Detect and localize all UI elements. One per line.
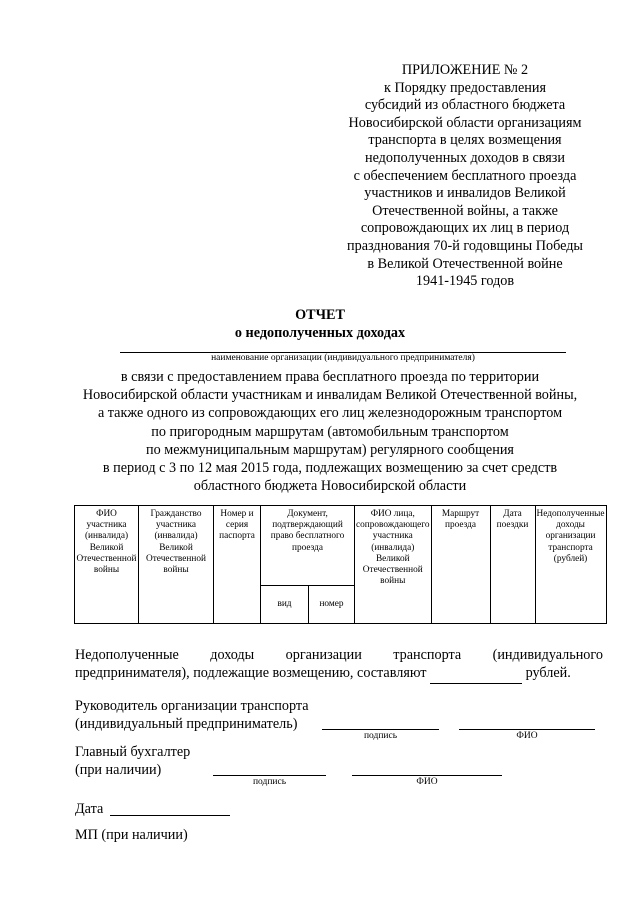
date-field[interactable] — [110, 815, 230, 816]
summary-word: (индивидуального — [492, 647, 603, 663]
summary-word: доходы — [210, 647, 255, 663]
appendix-line: транспорта в целях возмещения — [368, 132, 562, 149]
appendix-line: Новосибирской области организациям — [348, 114, 582, 131]
description-line: в связи с предоставлением права бесплатного проезда по территории — [120, 369, 540, 385]
report-description — [60, 368, 600, 495]
accountant-label-line1: Главный бухгалтер — [75, 744, 191, 760]
description-line: в период с 3 по 12 мая 2015 года, подлежащих возмещению за счет средств — [102, 460, 558, 477]
header-participant-name: ФИО участника (инвалида) Великой Отечественной войны — [75, 506, 139, 624]
header-document-type: вид — [261, 586, 309, 624]
report-subtitle: о недополученных доходах — [234, 325, 406, 341]
seal-label: МП (при наличии) — [75, 827, 188, 843]
head-name-caption: ФИО — [516, 731, 538, 741]
summary-text — [75, 646, 603, 684]
organization-name-caption: наименование организации (индивидуального предпринимателя) — [211, 353, 475, 363]
report-title: ОТЧЕТ — [295, 307, 345, 323]
appendix-line: с обеспечением бесплатного проезда — [353, 167, 577, 184]
header-lost-income: Недополученные доходы организации транспорта (рублей) — [535, 506, 606, 624]
appendix-line: участников и инвалидов Великой — [364, 185, 566, 202]
accountant-name-field[interactable] — [352, 775, 502, 776]
appendix-line: субсидий из областного бюджета — [364, 97, 566, 114]
accountant-signature-field[interactable] — [213, 775, 326, 776]
summary-currency: рублей. — [525, 665, 571, 682]
summary-line2-start: предпринимателя), подлежащие возмещению, составляют — [75, 665, 427, 682]
appendix-line: 1941-1945 годов — [415, 273, 515, 290]
header-document: Документ, подтверждающий право бесплатного проезда — [261, 506, 355, 586]
header-citizenship: Гражданство участника (инвалида) Великой Отечественной войны — [139, 506, 214, 624]
appendix-line: к Порядку предоставления — [384, 79, 546, 96]
appendix-line: празднования 70-й годовщины Победы — [347, 237, 583, 254]
description-line: по пригородным маршрутам (автомобильным транспортом — [151, 423, 509, 440]
report-table — [74, 505, 607, 624]
head-label-line2: (индивидуальный предприниматель) — [75, 716, 298, 732]
appendix-line: ПРИЛОЖЕНИЕ № 2 — [401, 62, 529, 78]
description-line: Новосибирской области участникам и инвалидам Великой Отечественной войны, — [82, 387, 578, 404]
head-signature-field[interactable] — [322, 729, 439, 730]
summary-word: организации — [285, 647, 362, 663]
description-line: а также одного из сопровождающих его лиц железнодорожным транспортом — [97, 405, 563, 422]
appendix-header — [346, 62, 584, 291]
header-document-number: номер — [309, 586, 355, 624]
summary-word: транспорта — [393, 647, 462, 663]
description-line: по межмуниципальным маршрутам) регулярного сообщения — [146, 441, 514, 458]
header-trip-date: Дата поездки — [490, 506, 535, 624]
head-name-field[interactable] — [459, 729, 595, 730]
accountant-signature-caption: подпись — [252, 777, 287, 787]
date-label: Дата — [75, 801, 104, 817]
accountant-label-line2: (при наличии) — [75, 762, 162, 778]
header-route: Маршрут проезда — [431, 506, 490, 624]
appendix-line: в Великой Отечественной войне — [367, 255, 563, 272]
amount-field[interactable] — [430, 664, 522, 683]
appendix-line: недополученных доходов в связи — [364, 149, 565, 166]
description-line: областного бюджета Новосибирской области — [193, 478, 467, 495]
appendix-line: Отечественной войны, а также — [372, 202, 558, 219]
header-passport: Номер и серия паспорта — [214, 506, 261, 624]
summary-word: Недополученные — [75, 647, 179, 663]
head-label-line1: Руководитель организации транспорта — [75, 698, 309, 714]
accountant-name-caption: ФИО — [416, 777, 438, 787]
header-escort-name: ФИО лица, сопровождающего участника (инвалида) Великой Отечественной войны — [355, 506, 432, 624]
head-signature-caption: подпись — [363, 731, 398, 741]
appendix-line: сопровождающих их лиц в период — [360, 220, 570, 237]
